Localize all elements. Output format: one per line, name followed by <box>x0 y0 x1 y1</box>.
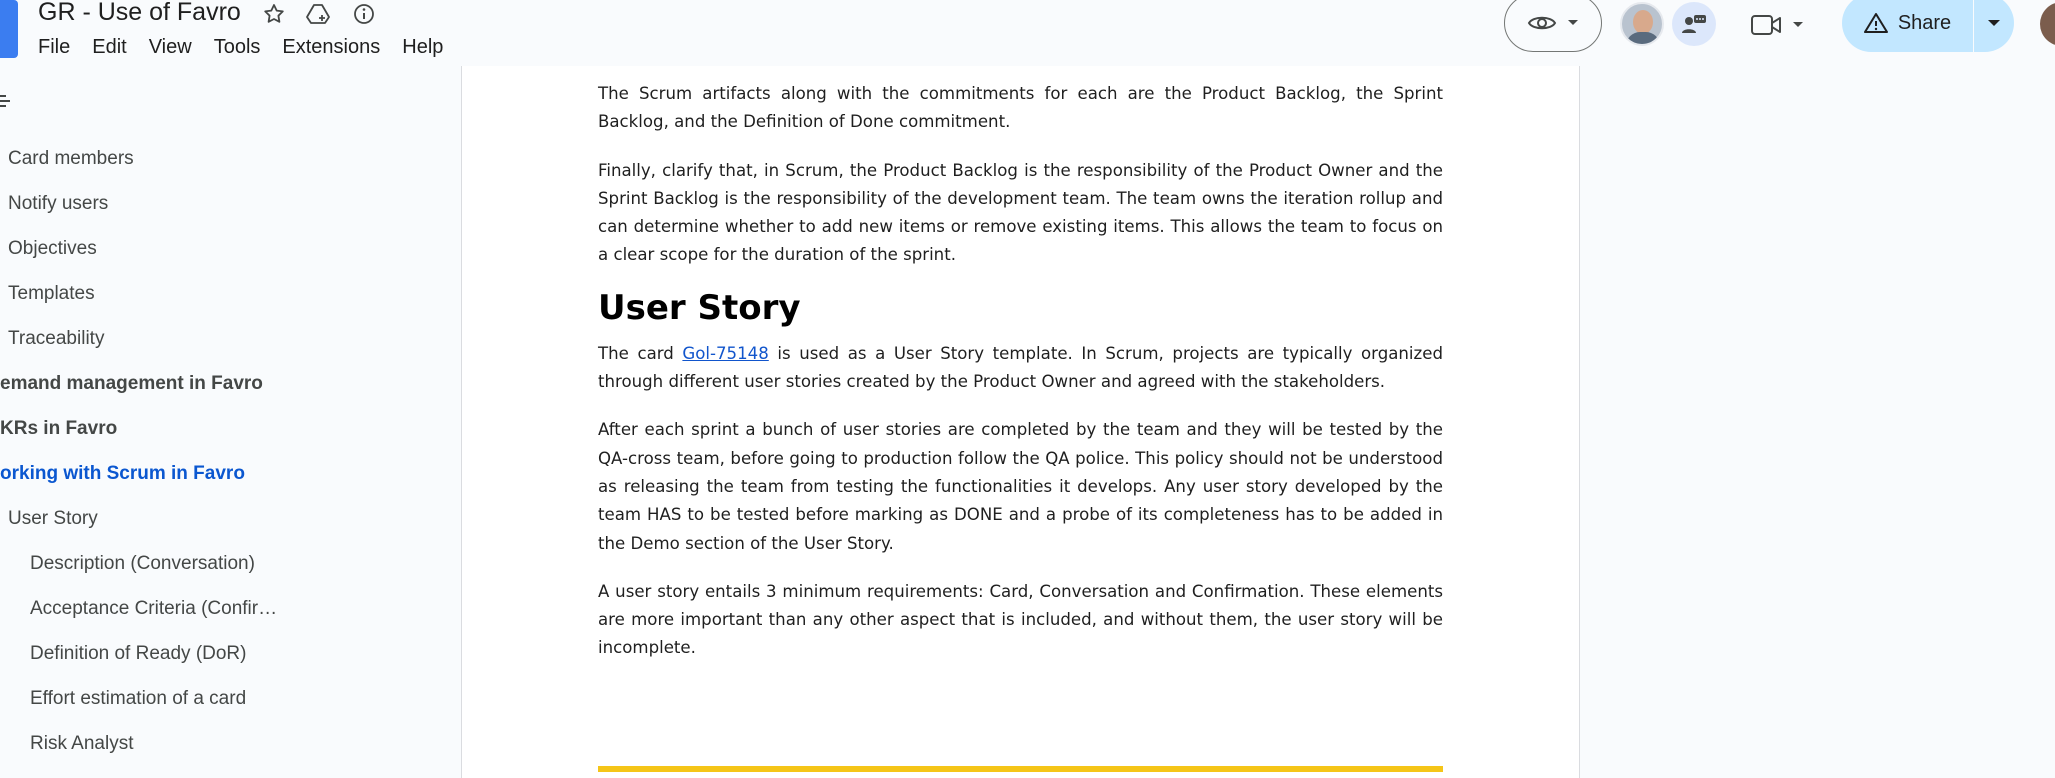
top-bar <box>0 0 2055 66</box>
paragraph[interactable] <box>598 340 1443 397</box>
outline-item[interactable]: Traceability <box>8 328 105 349</box>
share-button-group <box>1842 0 2014 52</box>
chevron-down-icon <box>1792 21 1804 29</box>
meet-button[interactable] <box>1750 8 1816 42</box>
paragraph[interactable]: After each sprint a bunch of user stories are completed by the team and they will be tested by the QA-cross team, before going to production follow the QA police. This policy should not be understood as releasing the team from testing the functionalities it develops. Any user story developed by the team HAS to be tested before marking as DONE and a probe of its completeness has to be added in the Demo section of the User Story. <box>598 420 1443 553</box>
paragraph[interactable]: A user story entails 3 minimum requirements: Card, Conversation and Confirmation. These elements are more important than any other aspect that is included, and without them, the user story will be incomplete. <box>598 581 1443 658</box>
outline-item[interactable]: Card members <box>8 148 134 169</box>
outline-item[interactable]: Objectives <box>8 238 97 259</box>
chevron-down-icon <box>1987 19 2001 28</box>
move-to-drive-icon[interactable] <box>304 0 332 28</box>
outline-item[interactable]: Notify users <box>8 193 109 214</box>
outline-item[interactable]: KRs in Favro <box>0 418 118 439</box>
outline-item[interactable]: Risk Analyst <box>30 733 134 754</box>
outline-item[interactable]: Effort estimation of a card <box>30 688 247 709</box>
video-camera-icon <box>1750 13 1782 37</box>
menu-edit[interactable]: Edit <box>92 36 127 58</box>
outline-item[interactable]: Acceptance Criteria (Confir… <box>30 598 278 619</box>
document-outline <box>0 66 460 778</box>
share-dropdown[interactable] <box>1974 19 2014 28</box>
eye-icon <box>1527 13 1557 33</box>
outline-item[interactable]: emand management in Favro <box>0 373 263 394</box>
outline-item[interactable]: Templates <box>8 283 95 304</box>
docs-logo-icon[interactable] <box>0 0 18 58</box>
back-arrow-icon[interactable] <box>0 92 12 110</box>
share-label: Share <box>1897 11 1952 34</box>
share-button[interactable] <box>1842 0 1974 52</box>
card-link[interactable]: Gol-75148 <box>682 343 769 363</box>
document-page[interactable] <box>461 66 1580 778</box>
menu-bar <box>38 34 465 60</box>
star-icon[interactable] <box>260 0 288 28</box>
outline-item-active[interactable]: orking with Scrum in Favro <box>0 463 245 484</box>
people-chat-icon <box>1681 13 1707 35</box>
outline-item[interactable]: Definition of Ready (DoR) <box>30 643 247 664</box>
paragraph-text: The card <box>598 343 683 363</box>
avatar[interactable] <box>1620 2 1664 46</box>
document-status-icon[interactable] <box>350 0 378 28</box>
horizontal-rule <box>598 766 1443 772</box>
menu-help[interactable]: Help <box>402 36 444 58</box>
chevron-down-icon <box>1567 19 1579 27</box>
paragraph[interactable]: Finally, clarify that, in Scrum, the Product Backlog is the responsibility of the Product Owner and the Sprint Backlog is the responsibility of the development team. The team owns the iteration rollup and can determine whether to add new items or remove existing items. This allows the team to focus on a clear scope for the duration of the sprint. <box>598 160 1443 265</box>
paragraph[interactable]: The Scrum artifacts along with the commitments for each are the Product Backlog, the Sprint Backlog, and the Definition of Done commitment. <box>598 84 1443 132</box>
paragraph-text: is used as a User Story template. In Scrum, projects are typically organized through different user stories created by the Product Owner and agreed with the stakeholders. <box>598 343 1443 392</box>
menu-view[interactable]: View <box>148 36 192 58</box>
account-avatar[interactable] <box>2040 2 2055 46</box>
comments-button[interactable] <box>1672 2 1716 46</box>
menu-file[interactable]: File <box>38 36 71 58</box>
outline-item[interactable]: User Story <box>8 508 98 529</box>
warning-icon <box>1864 12 1888 34</box>
menu-extensions[interactable]: Extensions <box>282 36 381 58</box>
menu-tools[interactable]: Tools <box>213 36 261 58</box>
document-title[interactable]: GR - Use of Favro <box>38 0 241 26</box>
document-body[interactable] <box>598 80 1443 683</box>
mode-view-button[interactable] <box>1504 0 1602 52</box>
outline-item[interactable]: Description (Conversation) <box>30 553 255 574</box>
heading-user-story[interactable]: User Story <box>598 287 801 328</box>
